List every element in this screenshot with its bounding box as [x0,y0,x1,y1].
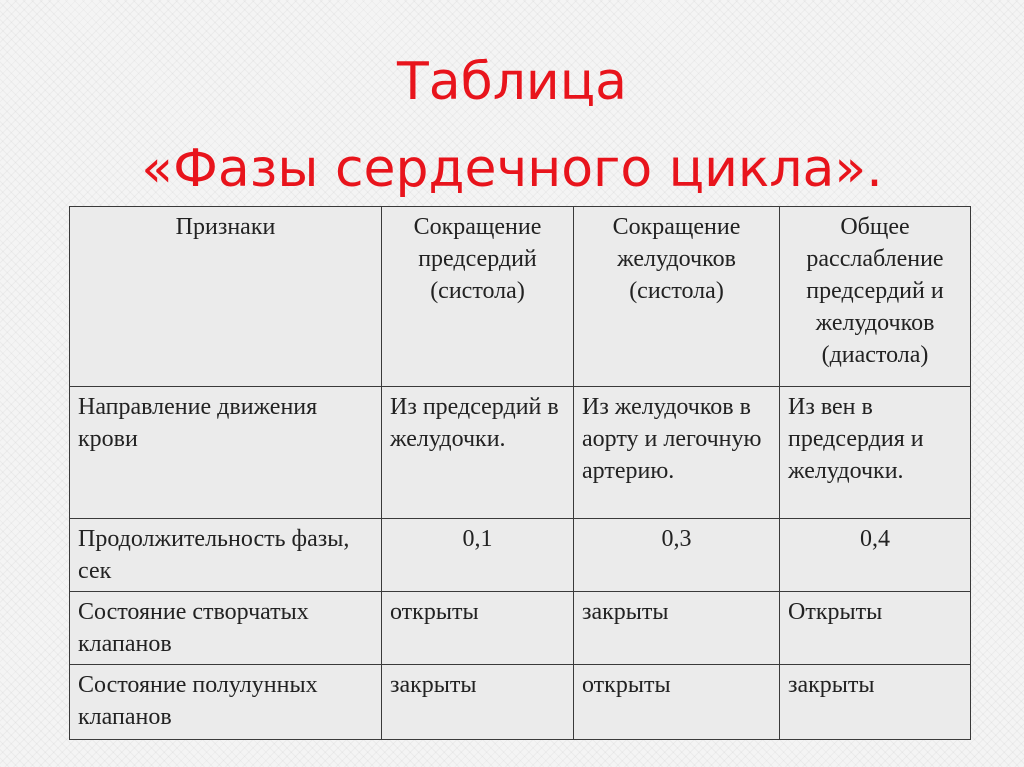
table-cell: 0,1 [382,519,574,592]
table-cell: закрыты [382,665,574,740]
header-cell-signs: Признаки [70,207,382,387]
header-cell-ventricular-systole: Сокращение желудочков (систола) [574,207,780,387]
slide-title-line-1: Таблица [397,52,627,112]
header-cell-atrial-systole: Сокращение предсердий (систола) [382,207,574,387]
row-label: Продолжительность фазы, сек [70,519,382,592]
table-cell: Из вен в предсердия и желудочки. [780,387,971,519]
table-cell: открыты [574,665,780,740]
table-cell: 0,3 [574,519,780,592]
row-label: Состояние полулунных клапанов [70,665,382,740]
slide-title-line-2: «Фазы сердечного цикла». [141,139,883,199]
table-cell: Из желудочков в аорту и легочную артерию. [574,387,780,519]
table-row [70,387,971,519]
table-row [70,665,971,740]
table-row [70,592,971,665]
table-cell: Из предсердий в желудочки. [382,387,574,519]
row-label: Состояние створчатых клапанов [70,592,382,665]
row-label: Направление движения крови [70,387,382,519]
table-cell: закрыты [574,592,780,665]
header-cell-diastole: Общее расслабление предсердий и желудочков (диастола) [780,207,971,387]
table-cell: 0,4 [780,519,971,592]
table-cell: Открыты [780,592,971,665]
table-row [70,519,971,592]
table-cell: открыты [382,592,574,665]
table-header-row [70,207,971,387]
table-cell: закрыты [780,665,971,740]
cardiac-cycle-table [69,206,971,740]
